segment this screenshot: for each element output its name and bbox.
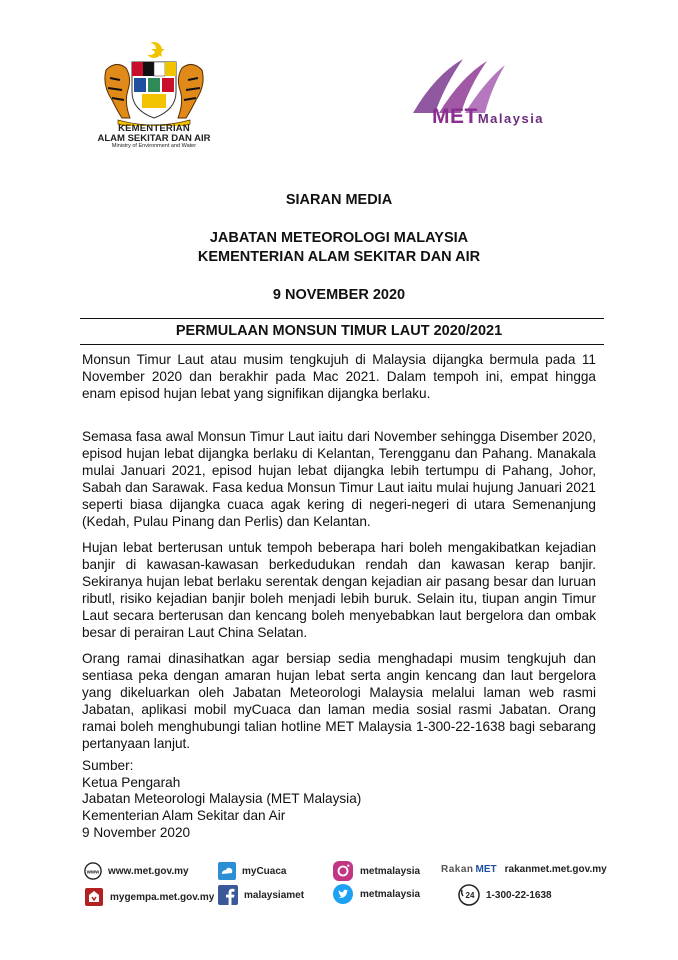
instagram-icon: [332, 860, 354, 882]
facebook-handle[interactable]: malaysiamet: [244, 889, 305, 901]
crest-icon: [98, 40, 210, 126]
paragraph-1: Monsun Timur Laut atau musim tengkujuh di Malaysia dijangka bermula pada 11 November 2020 dan berakhir pada Mac 2021. Dalam tempoh ini, empat hingga enam episod hujan lebat yang signifikan dijangka berlaku.: [82, 352, 596, 401]
ministry-name-english: Ministry of Environment and Water: [111, 143, 197, 149]
website-link[interactable]: www.met.gov.my: [108, 865, 189, 877]
instagram-handle[interactable]: metmalaysia: [360, 865, 421, 877]
footer-mygempa[interactable]: [84, 887, 214, 907]
footer-website[interactable]: [84, 862, 189, 880]
ministry-name-line1: KEMENTERIAN: [118, 123, 190, 134]
globe-icon: [84, 862, 102, 880]
met-wordmark: MET: [432, 105, 478, 128]
hotline-number[interactable]: 1-300-22-1638: [486, 889, 552, 901]
ministry-name-line2: ALAM SEKITAR DAN AIR: [97, 133, 211, 144]
hotline-24-badge: 24: [465, 891, 475, 900]
source-label: Sumber:: [82, 758, 134, 773]
paragraph-4: Orang ramai dinasihatkan agar bersiap sedia menghadapi musim tengkujuh dan sentiasa peka dengan amaran hujan lebat serta angin kencang dan laut bergelora yang dikeluarkan oleh Jabatan Meteorologi Malaysia melalui laman web rasmi Jabatan, aplikasi mobil myCuaca dan laman media sosial rasmi Jabatan. Orang ramai boleh menghubungi talian hotline MET Malaysia 1-300-22-1638 bagi sebarang pertanyaan lanjut.: [82, 651, 596, 751]
source-line-1: Ketua Pengarah: [82, 774, 181, 790]
source-line-3: Kementerian Alam Sekitar dan Air: [82, 808, 286, 824]
twitter-icon: [332, 883, 354, 905]
footer-twitter[interactable]: [332, 883, 420, 905]
footer-facebook[interactable]: [218, 885, 304, 905]
met-malaysia-wordmark: [432, 105, 544, 129]
release-date: 9 NOVEMBER 2020: [272, 287, 406, 303]
subject-title: PERMULAAN MONSUN TIMUR LAUT 2020/2021: [175, 323, 503, 339]
footer-mycuaca[interactable]: [218, 862, 286, 880]
source-block: [82, 758, 361, 842]
mycuaca-label[interactable]: myCuaca: [242, 865, 287, 877]
twitter-handle[interactable]: metmalaysia: [360, 888, 421, 900]
facebook-icon: [218, 885, 238, 905]
divider-bottom: [80, 344, 604, 345]
www-badge: www: [86, 869, 100, 876]
paragraph-3: Hujan lebat berterusan untuk tempoh beberapa hari boleh mengakibatkan kejadian banjir di kawasan-kawasan berkedudukan rendah dan kawasan kerap banjir. Sekiranya hujan lebat berlaku serentak dengan kejadian air pasang besar dan luruan ributl, risiko kejadian banjir boleh menjadi lebih buruk. Selain itu, tiupan angin Timur Laut secara berterusan dan kencang boleh menyebabkan laut bergelora dan ombak besar di perairan Laut China Selatan.: [82, 540, 596, 640]
mygempa-icon: [84, 887, 104, 907]
footer-instagram[interactable]: [332, 860, 420, 882]
source-line-4: 9 November 2020: [82, 824, 191, 840]
rakanmet-brand-a: Rakan: [441, 864, 474, 875]
rakanmet-brand-b: MET: [475, 864, 497, 875]
rakanmet-url[interactable]: rakanmet.met.gov.my: [504, 864, 607, 875]
agency-heading: JABATAN METEOROLOGI MALAYSIA: [209, 230, 469, 246]
press-release-heading: SIARAN MEDIA: [285, 192, 393, 208]
mygempa-link[interactable]: mygempa.met.gov.my: [110, 891, 215, 903]
mycuaca-icon: [218, 862, 236, 880]
paragraph-2: Semasa fasa awal Monsun Timur Laut iaitu dari November sehingga Disember 2020, episod hujan lebat dijangka berlaku di Kelantan, Terengganu dan Pahang. Manakala mulai Januari 2021, episod hujan lebat dijangka lebih tertumpu di Pahang, Johor, Sabah dan Sarawak. Fasa kedua Monsun Timur Laut iaitu mulai hujung Januari 2021 seperti biasa dijangka cuaca agak kering di negeri-negeri di utara Semenanjung (Kedah, Pulau Pinang dan Perlis) dan Kelantan.: [82, 429, 596, 529]
footer-rakanmet[interactable]: [441, 864, 607, 875]
footer-hotline[interactable]: [458, 884, 552, 906]
source-line-2: Jabatan Meteorologi Malaysia (MET Malaysia): [82, 791, 362, 807]
divider-top: [80, 318, 604, 319]
malaysia-wordmark: Malaysia: [477, 111, 545, 126]
ministry-heading: KEMENTERIAN ALAM SEKITAR DAN AIR: [197, 249, 481, 265]
phone-24-icon: [458, 884, 480, 906]
